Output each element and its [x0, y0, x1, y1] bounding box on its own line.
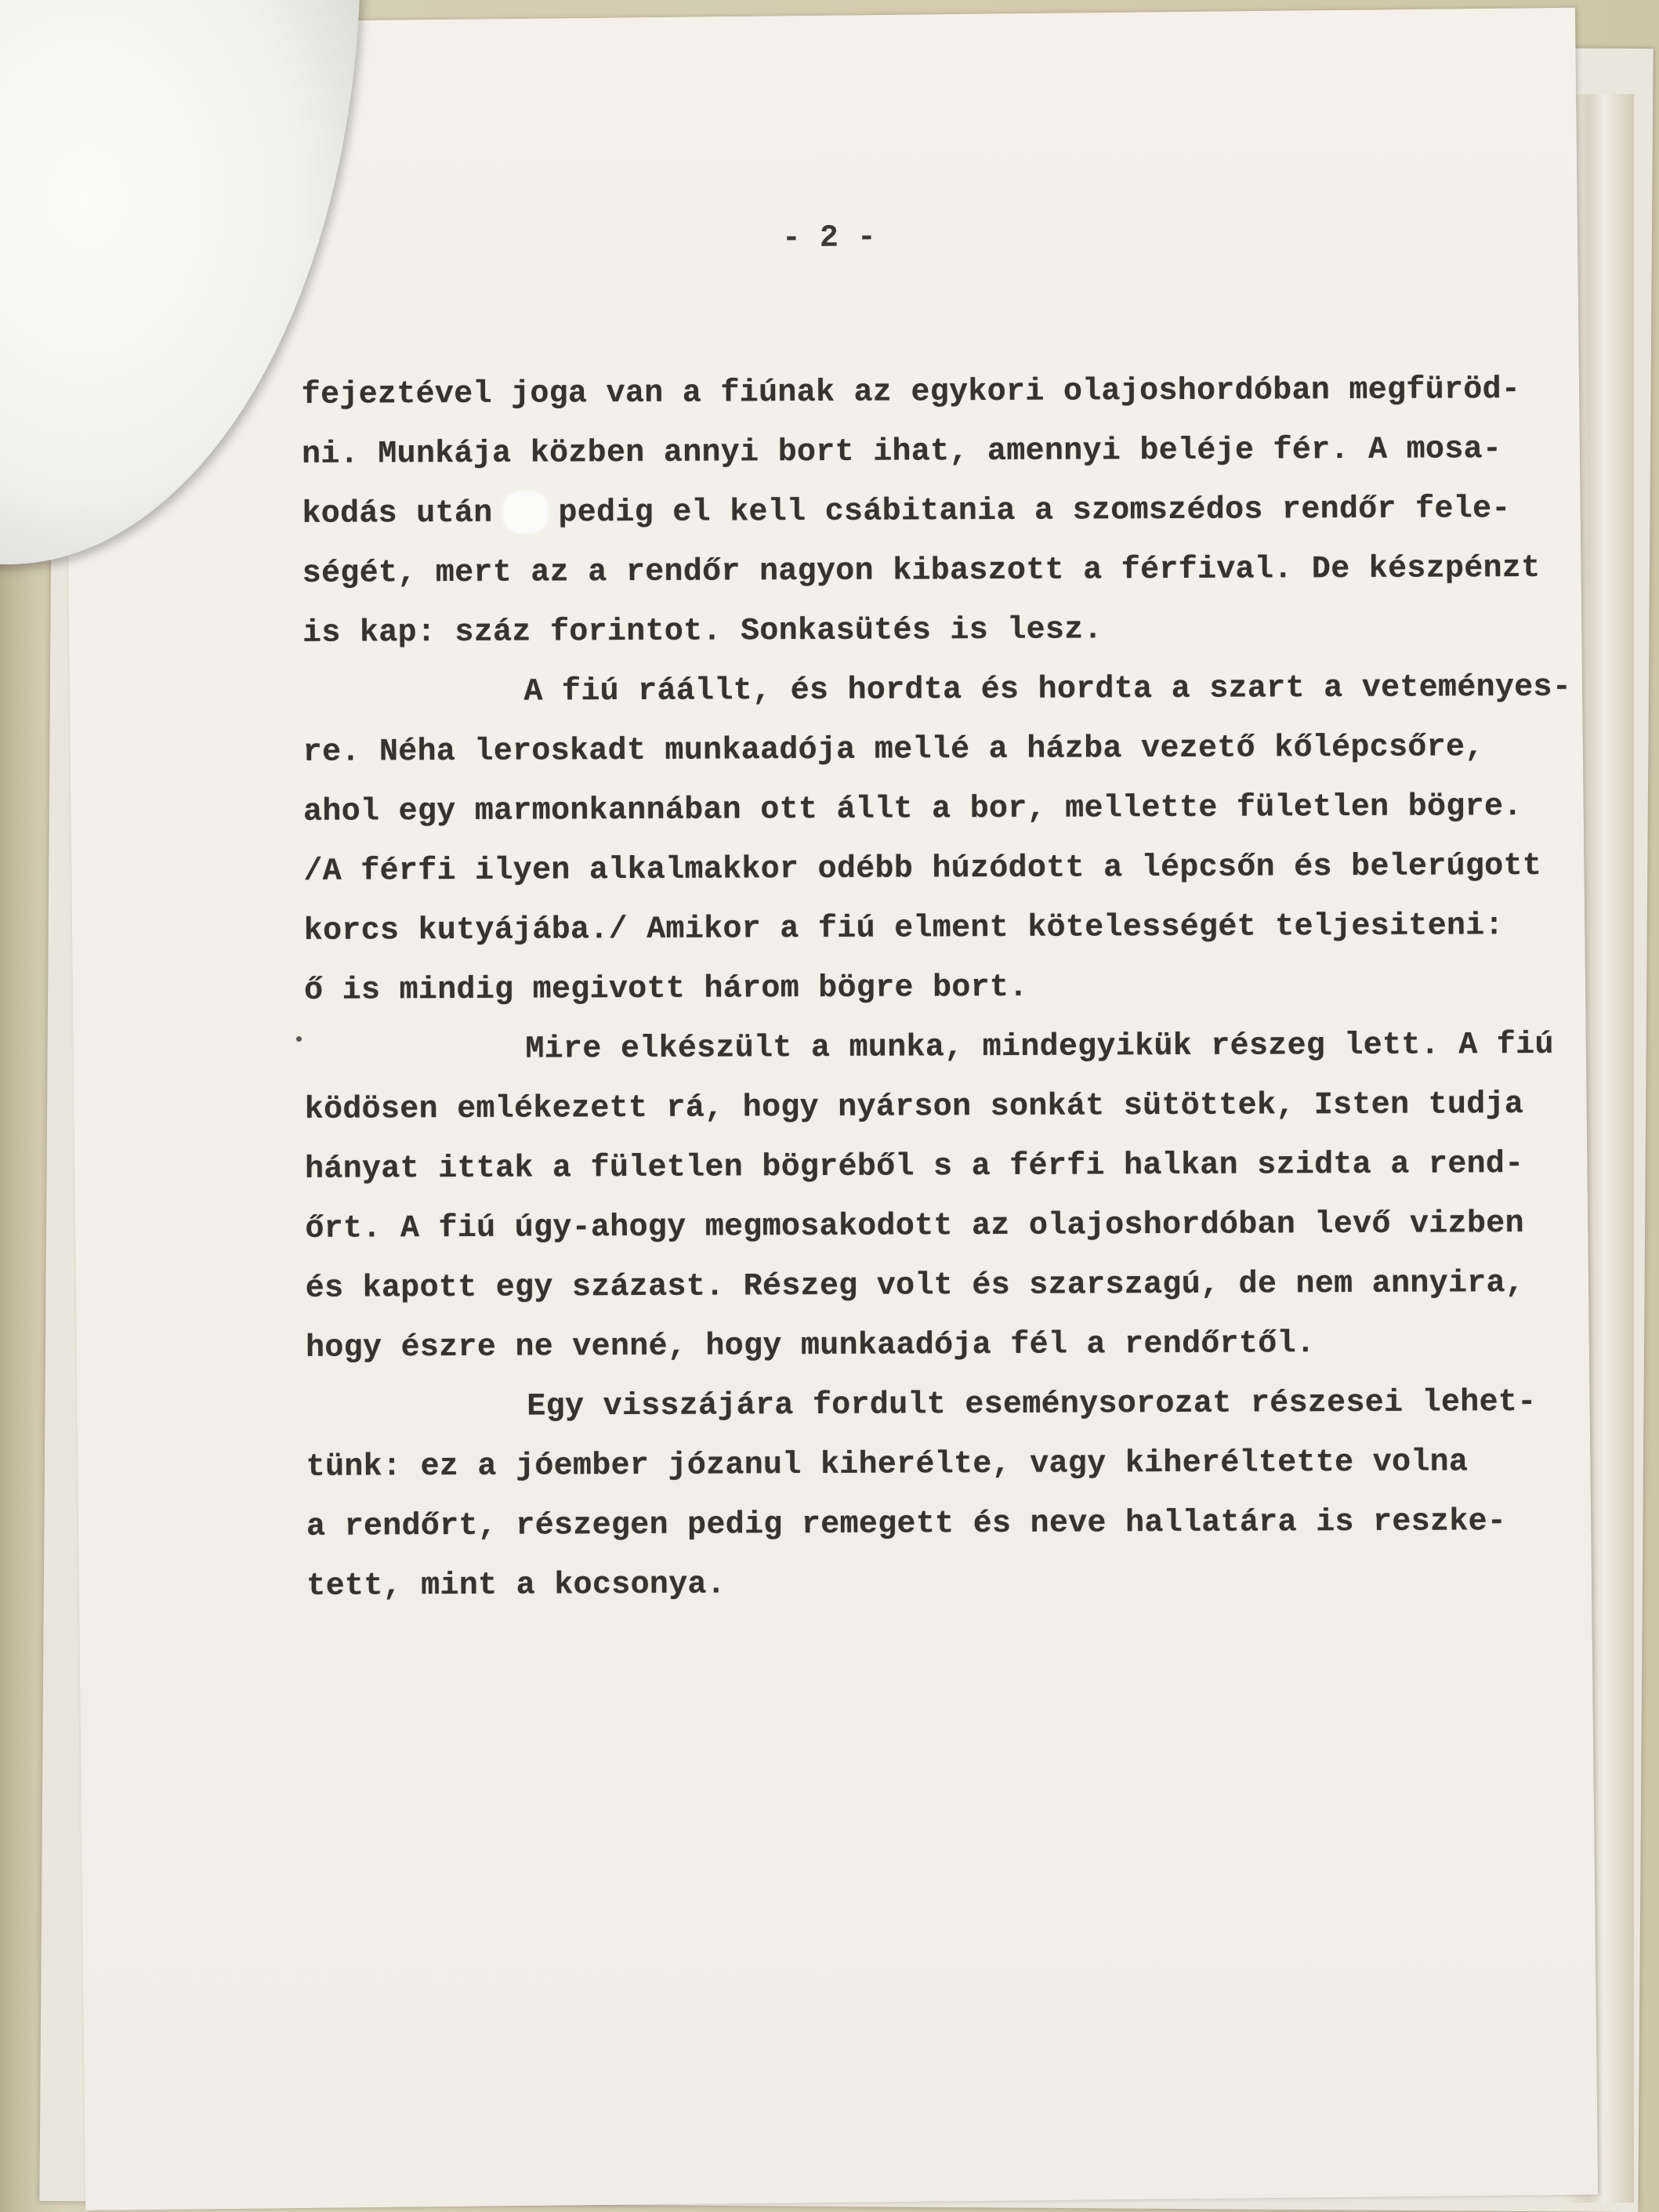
text-line: ködösen emlékezett rá, hogy nyárson sonkát sütöttek, Isten tudja	[304, 1087, 1524, 1128]
paragraph	[302, 361, 1571, 664]
text-segment: kodás után	[302, 495, 493, 532]
text-line	[302, 480, 1570, 545]
text-line: hogy észre ne venné, hogy munkaadója fél a rendőrtől.	[305, 1326, 1316, 1366]
text-line: Mire elkészült a munka, mindegyikük részeg lett. A fiú	[525, 1027, 1554, 1068]
correction-fluid-mark	[503, 492, 547, 533]
text-line: /A férfi ilyen alkalmakkor odébb húzódott a lépcsőn és belerúgott	[303, 848, 1542, 890]
text-line: is kap: száz forintot. Sonkasütés is lesz.	[302, 612, 1103, 651]
text-line: tett, mint a kocsonya.	[306, 1567, 726, 1605]
paragraph	[306, 1373, 1575, 1617]
text-line: a rendőrt, részegen pedig remegett és neve hallatára is reszke-	[306, 1504, 1507, 1545]
text-line: tünk: ez a jóember józanul kiherélte, vagy kiheréltette volna	[306, 1445, 1469, 1485]
text-line: ni. Munkája közben annyi bort ihat, amennyi beléje fér. A mosa-	[301, 432, 1502, 473]
text-line: A fiú ráállt, és hordta és hordta a szart a veteményes-	[523, 669, 1572, 710]
text-line: re. Néha leroskadt munkaadója mellé a házba vezető kőlépcsőre,	[302, 730, 1484, 771]
page-number: - 2 -	[781, 220, 877, 257]
paragraph	[302, 658, 1573, 1021]
text-segment: pedig el kell csábitania a szomszédos rendőr fele-	[558, 491, 1511, 531]
typewritten-page	[63, 8, 1598, 2210]
text-line: Egy visszájára fordult eseménysorozat részesei lehet-	[527, 1384, 1537, 1425]
text-line: hányat ittak a fületlen bögréből s a férfi halkan szidta a rend-	[304, 1147, 1524, 1188]
text-line: fejeztével joga van a fiúnak az egykori olajoshordóban megfüröd-	[301, 372, 1521, 413]
body-text	[302, 361, 1576, 1617]
stray-ink-dot	[296, 1036, 302, 1042]
paragraph	[304, 1016, 1574, 1379]
text-line: őrt. A fiú úgy-ahogy megmosakodott az olajoshordóban levő vizben	[305, 1206, 1524, 1247]
text-line: ő is mindig megivott három bögre bort.	[303, 970, 1028, 1009]
text-line: ahol egy marmonkannában ott állt a bor, mellette fületlen bögre.	[302, 789, 1523, 830]
text-line: korcs kutyájába./ Amikor a fiú elment kötelességét teljesiteni:	[303, 908, 1504, 949]
text-line: és kapott egy százast. Részeg volt és szarszagú, de nem annyira,	[305, 1266, 1525, 1307]
text-line: ségét, mert az a rendőr nagyon kibaszott a férfival. De készpénzt	[302, 550, 1541, 592]
